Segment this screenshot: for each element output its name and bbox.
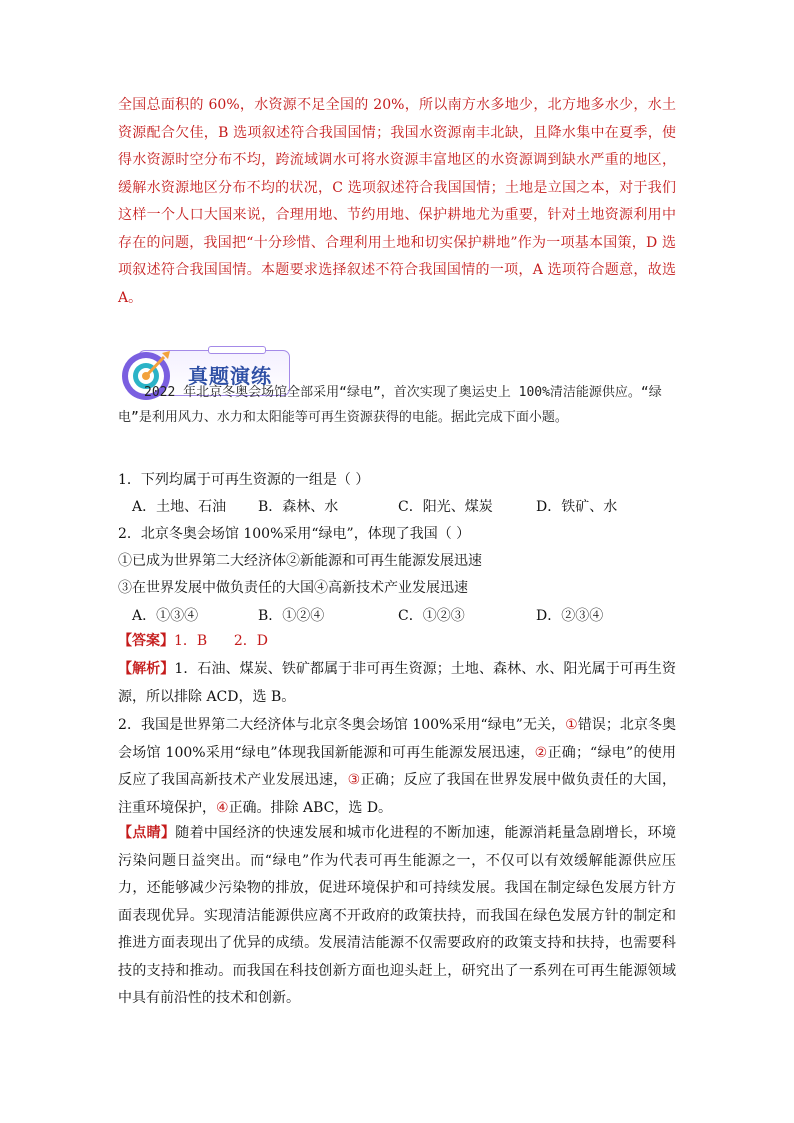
analysis-text-2c: 错误；北京冬奥会场馆 100%采用“绿电”体现我国新能源和可再生能源发展迅速， bbox=[118, 717, 677, 761]
q2-option-d: D．②③④ bbox=[536, 608, 604, 624]
analysis-text-2i: 正确。排除 ABC，选 D。 bbox=[228, 799, 393, 816]
analysis-text-1: 1．石油、煤炭、铁矿都属于非可再生资源；土地、森林、水、阳光属于可再生资源，所以排除 ACD，选 B。 bbox=[118, 661, 677, 705]
circle-4: ④ bbox=[216, 799, 229, 816]
q2-option-a: A．①③④ bbox=[132, 608, 199, 624]
q1-option-c: C．阳光、煤炭 bbox=[398, 499, 493, 515]
analysis-tag: 【解析】 bbox=[118, 661, 175, 677]
circle-1: ① bbox=[565, 717, 578, 733]
question-2-statements-2: ③在世界发展中做负责任的大国④高新技术产业发展迅速 bbox=[118, 580, 468, 596]
q1-option-a: A．土地、石油 bbox=[132, 499, 227, 515]
analysis-part-1 bbox=[118, 656, 676, 711]
previous-explanation: 全国总面积的 60%，水资源不足全国的 20%，所以南方水多地少，北方地多水少，水土资源配合欠佳，B 选项叙述符合我国国情；我国水资源南丰北缺，且降水集中在夏季，使得水资源时空分布不均，跨流域调水可将水资源丰富地区的水资源调到缺水严重的地区，缓解水资源地区分布不均的状况，C 选项叙述符合我国国情；土地是立国之本，对于我们这样一个人口大国来说，合理用地、节约用地、保护耕地尤为重要，针对土地资源利用中存在的问题，我国把“十分珍惜、合理利用土地和切实保护耕地”作为一项基本国策，D 选项叙述符合我国国情。本题要求选择叙述不符合我国国情的一项，A 选项符合题意，故选 A。 bbox=[118, 97, 676, 306]
material-intro: 2022 年北京冬奥会场馆全部采用“绿电”，首次实现了奥运史上 100%清洁能源供应。“绿电”是利用风力、水力和太阳能等可再生资源获得的电能。据此完成下面小题。 bbox=[118, 385, 662, 425]
answer-tag: 【答案】 bbox=[118, 633, 174, 649]
analysis-text-2e: 正确；“绿电”的使用反应了我国高新技术产业发展迅速， bbox=[118, 744, 676, 788]
question-1-stem: 1．下列均属于可再生资源的一组是（ ） bbox=[118, 472, 370, 488]
q1-option-b: B．森林、水 bbox=[258, 499, 339, 515]
question-2-stem: 2．北京冬奥会场馆 100%采用“绿电”，体现了我国（ ） bbox=[118, 526, 471, 542]
answer-line bbox=[118, 628, 676, 656]
comment-tag: 【点睛】 bbox=[118, 825, 176, 841]
analysis-part-2 bbox=[118, 712, 676, 822]
banner-tab bbox=[208, 346, 266, 354]
comment-text: 随着中国经济的快速发展和城市化进程的不断加速，能源消耗量急剧增长，环境污染问题日益突出。而“绿电”作为代表可再生能源之一，不仅可以有效缓解能源供应压力，还能够减少污染物的排放，促进环境保护和可持续发展。我国在制定绿色发展方针方面表现优异。实现清洁能源供应离不开政府的政策扶持，而我国在绿色发展方针的制定和推进方面表现出了优异的成绩。发展清洁能源不仅需要政府的政策支持和扶持，也需要科技的支持和推动。而我国在科技创新方面也迎头赶上，研究出了一系列在可再生能源领域中具有前沿性的技术和创新。 bbox=[118, 825, 677, 1006]
q2-option-c: C．①②③ bbox=[398, 608, 465, 624]
question-2-statements-1: ①已成为世界第二大经济体②新能源和可再生能源发展迅速 bbox=[118, 553, 482, 569]
q2-option-b: B．①②④ bbox=[258, 608, 325, 624]
answer-text: 1．B 2．D bbox=[174, 633, 269, 649]
circle-2: ② bbox=[534, 744, 548, 761]
section-title: 真题演练 bbox=[188, 364, 272, 388]
circle-3: ③ bbox=[347, 772, 361, 788]
analysis-text-2a: 2．我国是世界第二大经济体与北京冬奥会场馆 100%采用“绿电”无关， bbox=[118, 717, 566, 733]
q1-option-d: D．铁矿、水 bbox=[536, 499, 618, 515]
analysis-text-2g: 正确；反应了我国在世界发展中做负责任的大国，注重环境保护， bbox=[118, 772, 677, 816]
comment-block bbox=[118, 820, 676, 1013]
